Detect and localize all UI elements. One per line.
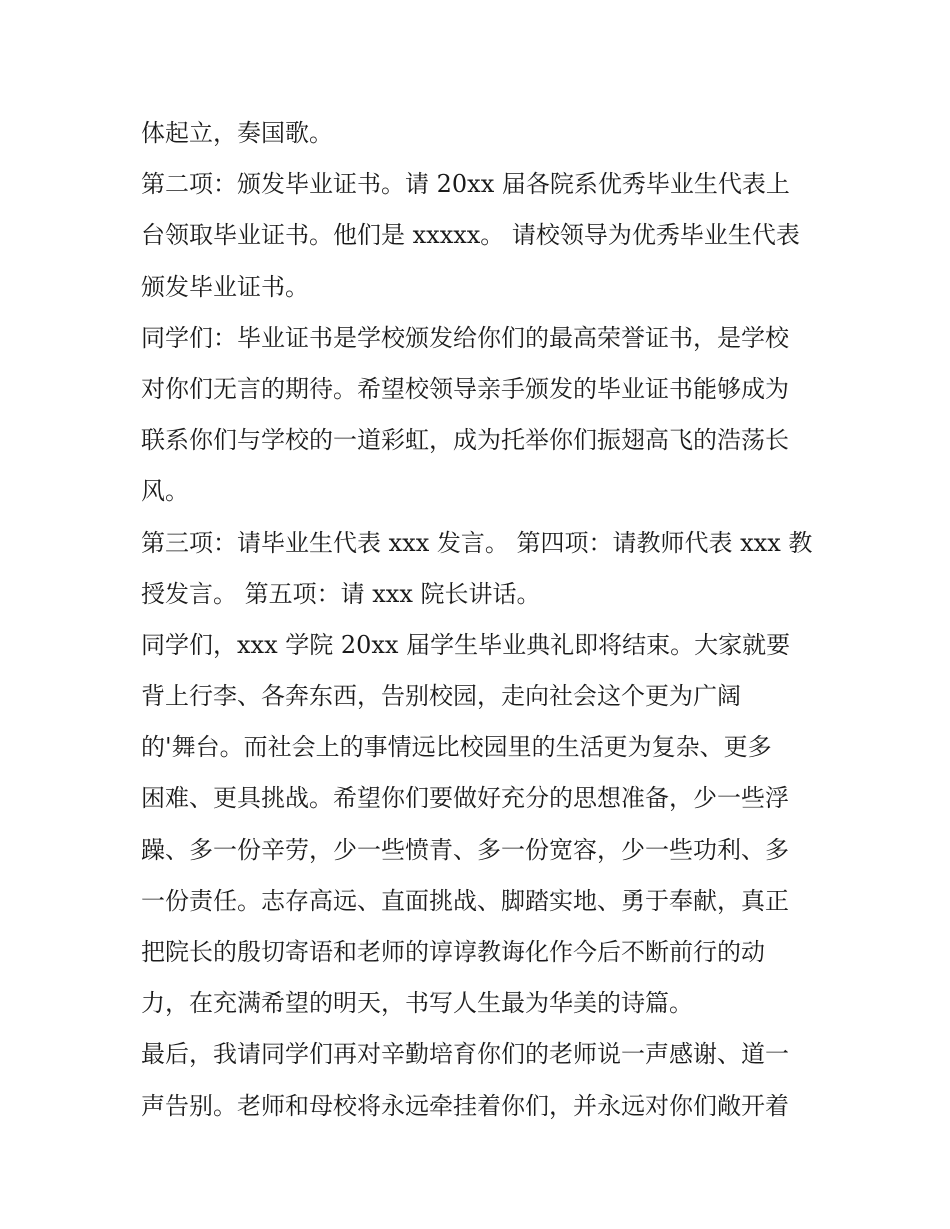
- text-line: 颁发毕业证书。: [141, 272, 309, 301]
- document-body: [141, 108, 821, 1132]
- text-line: 困难、更具挑战。希望你们要做好充分的思想准备，少一些浮: [141, 784, 789, 813]
- text-line: 联系你们与学校的一道彩虹，成为托举你们振翅高飞的浩荡长: [141, 426, 789, 455]
- text-line: 把院长的殷切寄语和老师的谆谆教诲化作今后不断前行的动: [141, 938, 765, 966]
- text-line: 最后，我请同学们再对辛勤培育你们的老师说一声感谢、道一: [141, 1040, 789, 1069]
- text-line: 同学们：毕业证书是学校颁发给你们的最高荣誉证书，是学校: [141, 323, 789, 352]
- text-line: 的'舞台。而社会上的事情远比校园里的生活更为复杂、更多: [141, 733, 772, 762]
- text-line: 对你们无言的期待。希望校领导亲手颁发的毕业证书能够成为: [141, 374, 789, 403]
- text-line: 躁、多一份辛劳，少一些愤青、多一份宽容，少一些功利、多: [141, 835, 789, 864]
- text-line: 一份责任。志存高远、直面挑战、脚踏实地、勇于奉献，真正: [141, 886, 789, 915]
- text-line: 第二项：颁发毕业证书。请 20xx 届各院系优秀毕业生代表上: [141, 170, 790, 199]
- text-line: 第三项：请毕业生代表 xxx 发言。 第四项：请教师代表 xxx 教: [141, 528, 813, 557]
- text-line: 风。: [141, 477, 189, 506]
- text-line: 同学们，xxx 学院 20xx 届学生毕业典礼即将结束。大家就要: [141, 630, 791, 659]
- text-line: 背上行李、各奔东西，告别校园，走向社会这个更为广阔: [141, 682, 741, 711]
- text-line: 体起立，奏国歌。: [141, 119, 333, 147]
- text-line: 授发言。 第五项：请 xxx 院长讲话。: [141, 579, 541, 608]
- text-line: 声告别。老师和母校将永远牵挂着你们，并永远对你们敞开着: [141, 1091, 789, 1120]
- text-line: 力，在充满希望的明天，书写人生最为华美的诗篇。: [141, 989, 693, 1018]
- text-line: 台领取毕业证书。他们是 xxxxx。 请校领导为优秀毕业生代表: [141, 221, 800, 250]
